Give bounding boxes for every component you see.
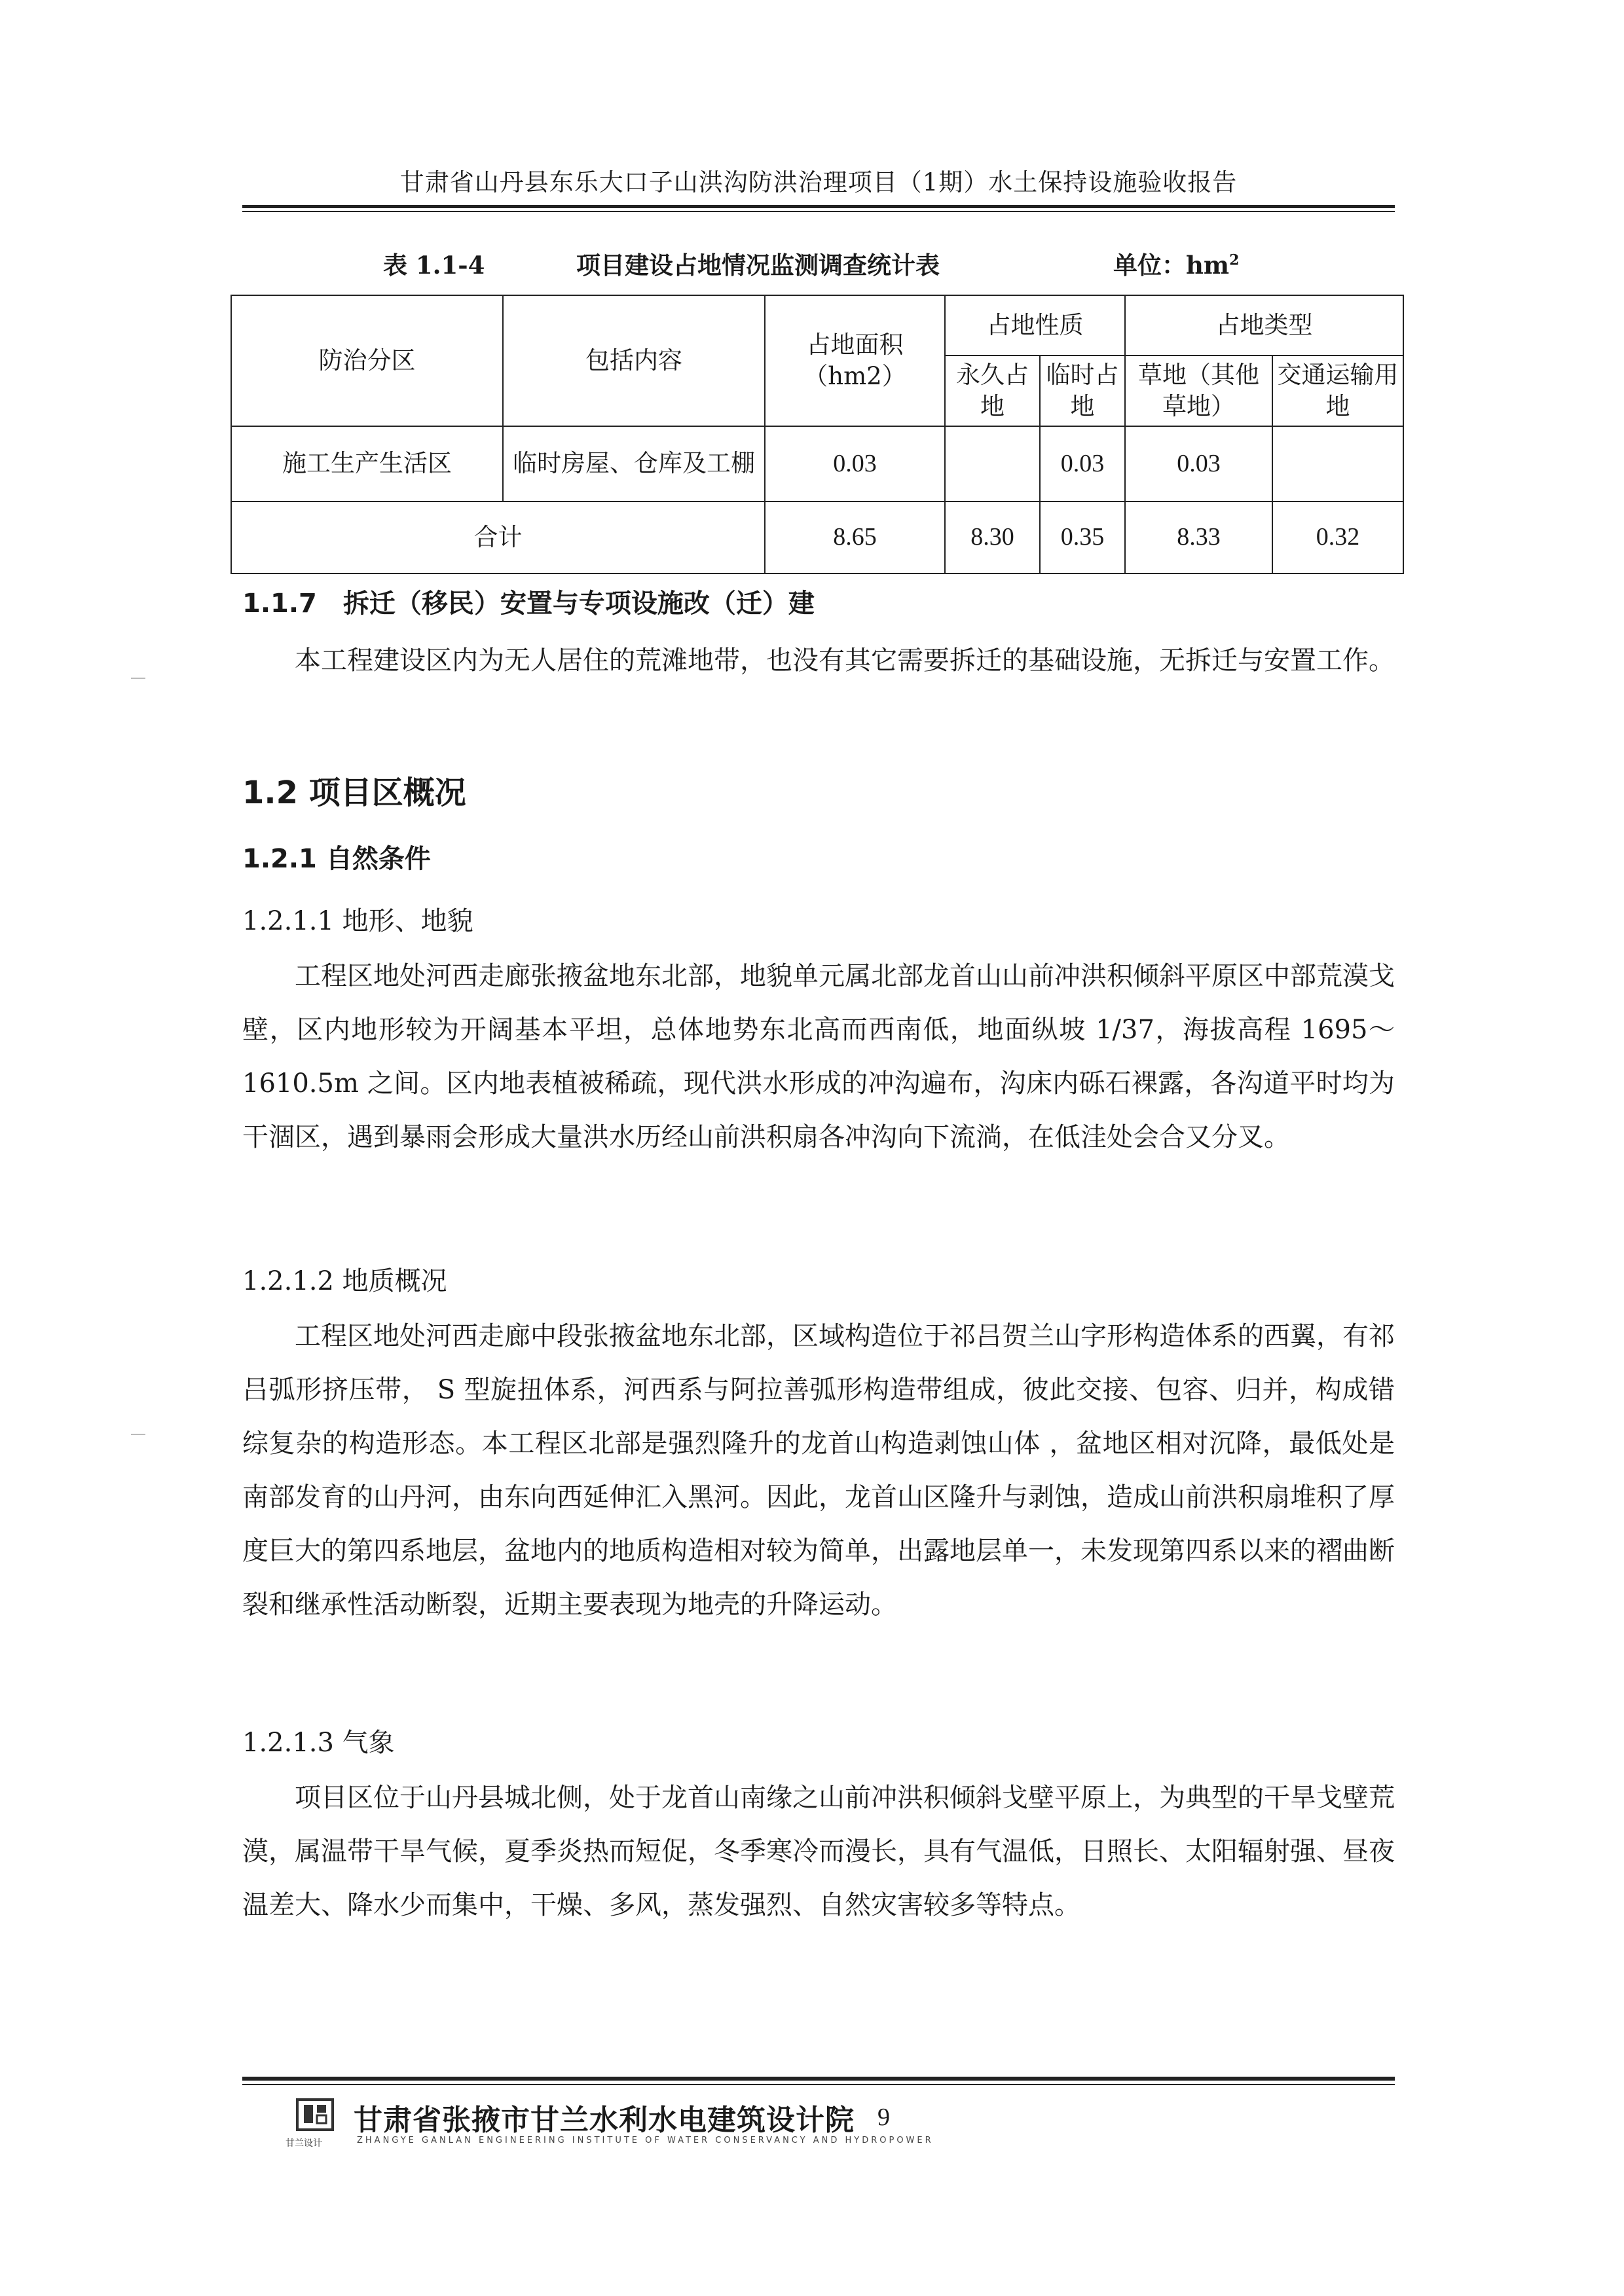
cell-permanent: [945, 426, 1040, 501]
header-permanent: 永久占地: [945, 355, 1040, 426]
land-occupation-table: [231, 295, 1404, 574]
cell-area: 0.03: [765, 426, 945, 501]
table-number: 表 1.1-4: [383, 251, 485, 280]
logo-caption: 甘兰设计: [286, 2138, 322, 2149]
heading-1-2: 1.2 项目区概况: [242, 774, 466, 811]
paragraph-1-2-1-2: 工程区地处河西走廊中段张掖盆地东北部，区域构造位于祁吕贺兰山字形构造体系的西翼，有祁吕弧形挤压带， S 型旋扭体系，河西系与阿拉善弧形构造带组成，彼此交接、包容、归并，构成错综复杂的构造形态。本工程区北部是强烈隆升的龙首山构造剥蚀山体 ，盆地区相对沉降，最低处是南部发育的山丹河，由东向西延伸汇入黑河。因此，龙首山区隆升与剥蚀，造成山前洪积扇堆积了厚度巨大的第四系地层，盆地内的地质构造相对较为简单，出露地层单一，未发现第四系以来的褶曲断裂和继承性活动断裂，近期主要表现为地壳的升降运动。: [242, 1321, 1395, 1620]
table-total-row: [231, 501, 1403, 574]
total-transport: 0.32: [1272, 501, 1403, 574]
footer-rule: [242, 2077, 1395, 2081]
page-number: 9: [877, 2104, 890, 2131]
institute-logo-icon: [296, 2098, 334, 2131]
heading-1-2-1: 1.2.1 自然条件: [242, 844, 431, 874]
paragraph-1-2-1-3: 项目区位于山丹县城北侧，处于龙首山南缘之山前冲洪积倾斜戈壁平原上，为典型的干旱戈壁荒漠，属温带干旱气候，夏季炎热而短促，冬季寒冷而漫长，具有气温低，日照长、太阳辐射强、昼夜温差大、降水少而集中，干燥、多风，蒸发强烈、自然灾害较多等特点。: [242, 1783, 1395, 1920]
heading-1-1-7: 1.1.7 拆迁（移民）安置与专项设施改（迁）建: [242, 589, 815, 619]
heading-1-2-1-3: 1.2.1.3 气象: [242, 1728, 395, 1758]
table-row: [231, 426, 1403, 501]
header-rule-thin: [242, 211, 1395, 212]
total-grassland: 8.33: [1125, 501, 1272, 574]
header-grassland: 草地（其他草地）: [1125, 355, 1272, 426]
paragraph-1-1-7: 本工程建设区内为无人居住的荒滩地带，也没有其它需要拆迁的基础设施，无拆迁与安置工作。: [295, 646, 1395, 676]
header-area: 占地面积 （hm2）: [765, 295, 945, 426]
margin-mark: [131, 1434, 145, 1435]
total-temporary: 0.35: [1040, 501, 1125, 574]
header-type: 占地类型: [1125, 295, 1403, 355]
margin-mark: [131, 678, 145, 679]
table-unit: 单位：$hm^2$: [1113, 251, 1240, 280]
total-label: 合计: [231, 501, 765, 574]
header-temporary: 临时占地: [1040, 355, 1125, 426]
paragraph-1-2-1-1: 工程区地处河西走廊张掖盆地东北部，地貌单元属北部龙首山山前冲洪积倾斜平原区中部荒漠戈壁，区内地形较为开阔基本平坦，总体地势东北高而西南低，地面纵坡 1/37，海拔高程 1695～1610.5m 之间。区内地表植被稀疏，现代洪水形成的冲沟遍布，沟床内砾石裸露，各沟道平时均为干涸区，遇到暴雨会形成大量洪水历经山前洪积扇各冲沟向下流淌，在低洼处会合又分叉。: [242, 961, 1395, 1152]
table-title: 项目建设占地情况监测调查统计表: [576, 251, 940, 280]
header-nature: 占地性质: [945, 295, 1125, 355]
total-area: 8.65: [765, 501, 945, 574]
footer-org-name: 甘肃省张掖市甘兰水利水电建筑设计院: [354, 2104, 855, 2137]
cell-content: 临时房屋、仓库及工棚: [503, 426, 765, 501]
cell-zone: 施工生产生活区: [231, 426, 503, 501]
heading-1-2-1-2: 1.2.1.2 地质概况: [242, 1266, 447, 1296]
total-permanent: 8.30: [945, 501, 1040, 574]
page-header-title: 甘肃省山丹县东乐大口子山洪沟防洪治理项目（1期）水土保持设施验收报告: [399, 168, 1238, 196]
footer-rule-thin: [242, 2084, 1395, 2085]
header-rule: [242, 205, 1395, 208]
footer-org-name-en: ZHANGYE GANLAN ENGINEERING INSTITUTE OF WATER CONSERVANCY AND HYDROPOWER: [357, 2136, 934, 2145]
cell-grassland: 0.03: [1125, 426, 1272, 501]
cell-temporary: 0.03: [1040, 426, 1125, 501]
header-content: 包括内容: [503, 295, 765, 426]
header-zone: 防治分区: [231, 295, 503, 426]
heading-1-2-1-1: 1.2.1.1 地形、地貌: [242, 906, 473, 936]
header-transport: 交通运输用地: [1272, 355, 1403, 426]
cell-transport: [1272, 426, 1403, 501]
